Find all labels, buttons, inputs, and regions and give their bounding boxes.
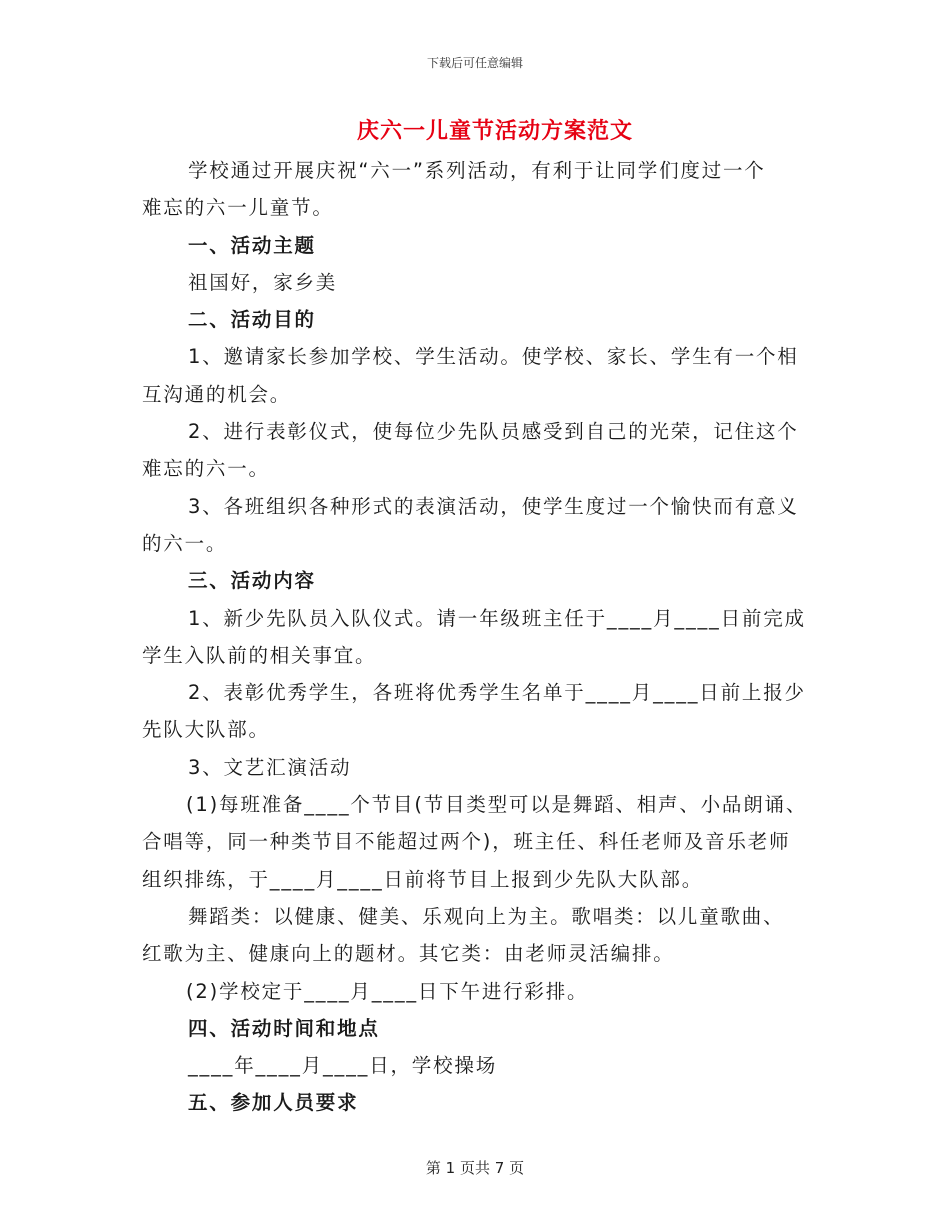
text-line: (2)学校定于____月____日下午进行彩排。 — [186, 979, 589, 1003]
text-line: 1、新少先队员入队仪式。请一年级班主任于____月____日前完成 — [188, 606, 806, 630]
text-line: (1)每班准备____个节目(节目类型可以是舞蹈、相声、小品朗诵、 — [186, 793, 808, 817]
section-heading: 五、参加人员要求 — [188, 1091, 359, 1115]
section-heading: 二、活动目的 — [188, 308, 316, 332]
text-line: 3、各班组织各种形式的表演活动，使学生度过一个愉快而有意义 — [188, 494, 799, 518]
text-line: 组织排练，于____月____日前将节目上报到少先队大队部。 — [142, 867, 703, 891]
text-line: 合唱等，同一种类节目不能超过两个)，班主任、科任老师及音乐老师 — [142, 830, 791, 854]
text-line: ____年____月____日，学校操场 — [188, 1054, 497, 1078]
text-line: 舞蹈类：以健康、健美、乐观向上为主。歌唱类：以儿童歌曲、 — [188, 904, 785, 928]
text-line: 学生入队前的相关事宜。 — [142, 643, 377, 667]
text-line: 祖国好，家乡美 — [188, 270, 338, 294]
document-body — [142, 152, 808, 1122]
text-line: 难忘的六一儿童节。 — [142, 196, 334, 220]
section-heading: 一、活动主题 — [188, 233, 316, 257]
document-title: 庆六一儿童节活动方案范文 — [356, 119, 633, 144]
text-line: 1、邀请家长参加学校、学生活动。使学校、家长、学生有一个相 — [188, 345, 799, 369]
text-line: 2、表彰优秀学生，各班将优秀学生名单于____月____日前上报少 — [188, 681, 806, 705]
header-note: 下载后可任意编辑 — [426, 56, 523, 70]
page-footer: 第 1 页共 7 页 — [425, 1159, 525, 1177]
text-line: 红歌为主、健康向上的题材。其它类：由老师灵活编排。 — [142, 942, 675, 966]
text-line: 的六一。 — [142, 531, 228, 555]
text-line: 3、文艺汇演活动 — [188, 755, 352, 779]
text-line: 2、进行表彰仪式，使每位少先队员感受到自己的光荣，记住这个 — [188, 420, 799, 444]
text-line: 学校通过开展庆祝“六一”系列活动，有利于让同学们度过一个 — [188, 159, 766, 182]
section-heading: 三、活动内容 — [188, 569, 316, 593]
section-heading: 四、活动时间和地点 — [188, 1016, 380, 1040]
text-line: 难忘的六一。 — [142, 457, 270, 481]
text-line: 先队大队部。 — [142, 718, 270, 742]
text-line: 互沟通的机会。 — [142, 382, 292, 406]
